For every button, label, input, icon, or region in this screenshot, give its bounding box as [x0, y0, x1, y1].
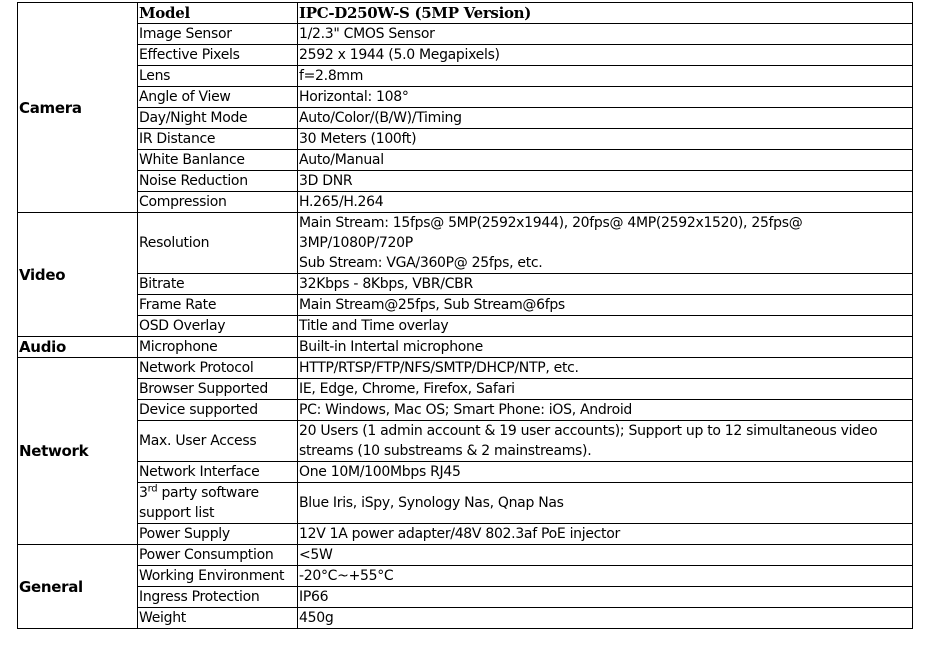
spec-value: HTTP/RTSP/FTP/NFS/SMTP/DHCP/NTP, etc.	[298, 358, 913, 379]
spec-value: f=2.8mm	[298, 66, 913, 87]
spec-value: Blue Iris, iSpy, Synology Nas, Qnap Nas	[298, 483, 913, 524]
spec-label: Power Consumption	[138, 545, 298, 566]
group-network: Network	[18, 358, 138, 545]
spec-label: Device supported	[138, 400, 298, 421]
ordinal-suffix: rd	[147, 483, 158, 495]
table-row	[18, 337, 913, 358]
spec-value: -20°C~+55°C	[298, 566, 913, 587]
spec-label: Lens	[138, 66, 298, 87]
spec-value	[298, 421, 913, 462]
spec-label: Image Sensor	[138, 24, 298, 45]
table-row	[18, 462, 913, 483]
spec-value: IE, Edge, Chrome, Firefox, Safari	[298, 379, 913, 400]
spec-value: 30 Meters (100ft)	[298, 129, 913, 150]
spec-value	[298, 213, 913, 274]
spec-label: Compression	[138, 192, 298, 213]
table-row	[18, 524, 913, 545]
spec-label: Working Environment	[138, 566, 298, 587]
table-row	[18, 608, 913, 629]
table-row	[18, 87, 913, 108]
spec-value: 3D DNR	[298, 171, 913, 192]
table-row	[18, 274, 913, 295]
spec-label: Max. User Access	[138, 421, 298, 462]
table-row	[18, 150, 913, 171]
table-row	[18, 66, 913, 87]
group-video: Video	[18, 213, 138, 337]
spec-label	[138, 483, 298, 524]
spec-value: Auto/Color/(B/W)/Timing	[298, 108, 913, 129]
user-access-line: streams (10 substreams & 2 mainstreams).	[299, 443, 592, 459]
spec-value: Horizontal: 108°	[298, 87, 913, 108]
spec-label: Microphone	[138, 337, 298, 358]
spec-value: Main Stream@25fps, Sub Stream@6fps	[298, 295, 913, 316]
software-label-line	[139, 483, 296, 503]
resolution-line: 3MP/1080P/720P	[299, 235, 413, 251]
table-row	[18, 316, 913, 337]
group-audio: Audio	[18, 337, 138, 358]
table-row	[18, 3, 913, 24]
spec-value: Built-in Intertal microphone	[298, 337, 913, 358]
resolution-line: Main Stream: 15fps@ 5MP(2592x1944), 20fps@ 4MP(2592x1520), 25fps@	[299, 215, 803, 231]
spec-table	[17, 2, 913, 629]
spec-label: Effective Pixels	[138, 45, 298, 66]
spec-label: Angle of View	[138, 87, 298, 108]
spec-value: PC: Windows, Mac OS; Smart Phone: iOS, Android	[298, 400, 913, 421]
table-row	[18, 587, 913, 608]
table-row	[18, 129, 913, 150]
spec-value: 450g	[298, 608, 913, 629]
spec-value: <5W	[298, 545, 913, 566]
spec-label: Network Interface	[138, 462, 298, 483]
spec-label: IR Distance	[138, 129, 298, 150]
model-label: Model	[138, 3, 298, 24]
spec-value: 32Kbps - 8Kbps, VBR/CBR	[298, 274, 913, 295]
table-row	[18, 192, 913, 213]
table-row	[18, 171, 913, 192]
spec-label: Power Supply	[138, 524, 298, 545]
spec-value: One 10M/100Mbps RJ45	[298, 462, 913, 483]
spec-label: Noise Reduction	[138, 171, 298, 192]
spec-value: 2592 x 1944 (5.0 Megapixels)	[298, 45, 913, 66]
group-general: General	[18, 545, 138, 629]
spec-value: H.265/H.264	[298, 192, 913, 213]
spec-label: Browser Supported	[138, 379, 298, 400]
resolution-line: Sub Stream: VGA/360P@ 25fps, etc.	[299, 255, 543, 271]
table-row	[18, 400, 913, 421]
software-label-text: party software	[157, 485, 259, 501]
table-row	[18, 566, 913, 587]
ordinal-number: 3	[139, 485, 148, 501]
spec-label: Frame Rate	[138, 295, 298, 316]
spec-label: Resolution	[138, 213, 298, 274]
table-row	[18, 213, 913, 274]
spec-value: IP66	[298, 587, 913, 608]
table-row	[18, 24, 913, 45]
table-row	[18, 545, 913, 566]
table-row	[18, 379, 913, 400]
spec-value: 12V 1A power adapter/48V 802.3af PoE injector	[298, 524, 913, 545]
table-row	[18, 483, 913, 524]
spec-label: Day/Night Mode	[138, 108, 298, 129]
table-row	[18, 421, 913, 462]
table-row	[18, 358, 913, 379]
table-row	[18, 108, 913, 129]
spec-value: 1/2.3" CMOS Sensor	[298, 24, 913, 45]
user-access-line: 20 Users (1 admin account & 19 user accounts); Support up to 12 simultaneous video	[299, 423, 878, 439]
model-value: IPC-D250W-S (5MP Version)	[298, 3, 913, 24]
table-row	[18, 295, 913, 316]
group-camera: Camera	[18, 3, 138, 213]
table-row	[18, 45, 913, 66]
spec-sheet	[17, 2, 913, 629]
spec-label: Network Protocol	[138, 358, 298, 379]
spec-label: Bitrate	[138, 274, 298, 295]
spec-label: White Banlance	[138, 150, 298, 171]
spec-label: Ingress Protection	[138, 587, 298, 608]
spec-value: Auto/Manual	[298, 150, 913, 171]
software-label-line: support list	[139, 505, 215, 521]
spec-value: Title and Time overlay	[298, 316, 913, 337]
spec-label: OSD Overlay	[138, 316, 298, 337]
spec-label: Weight	[138, 608, 298, 629]
